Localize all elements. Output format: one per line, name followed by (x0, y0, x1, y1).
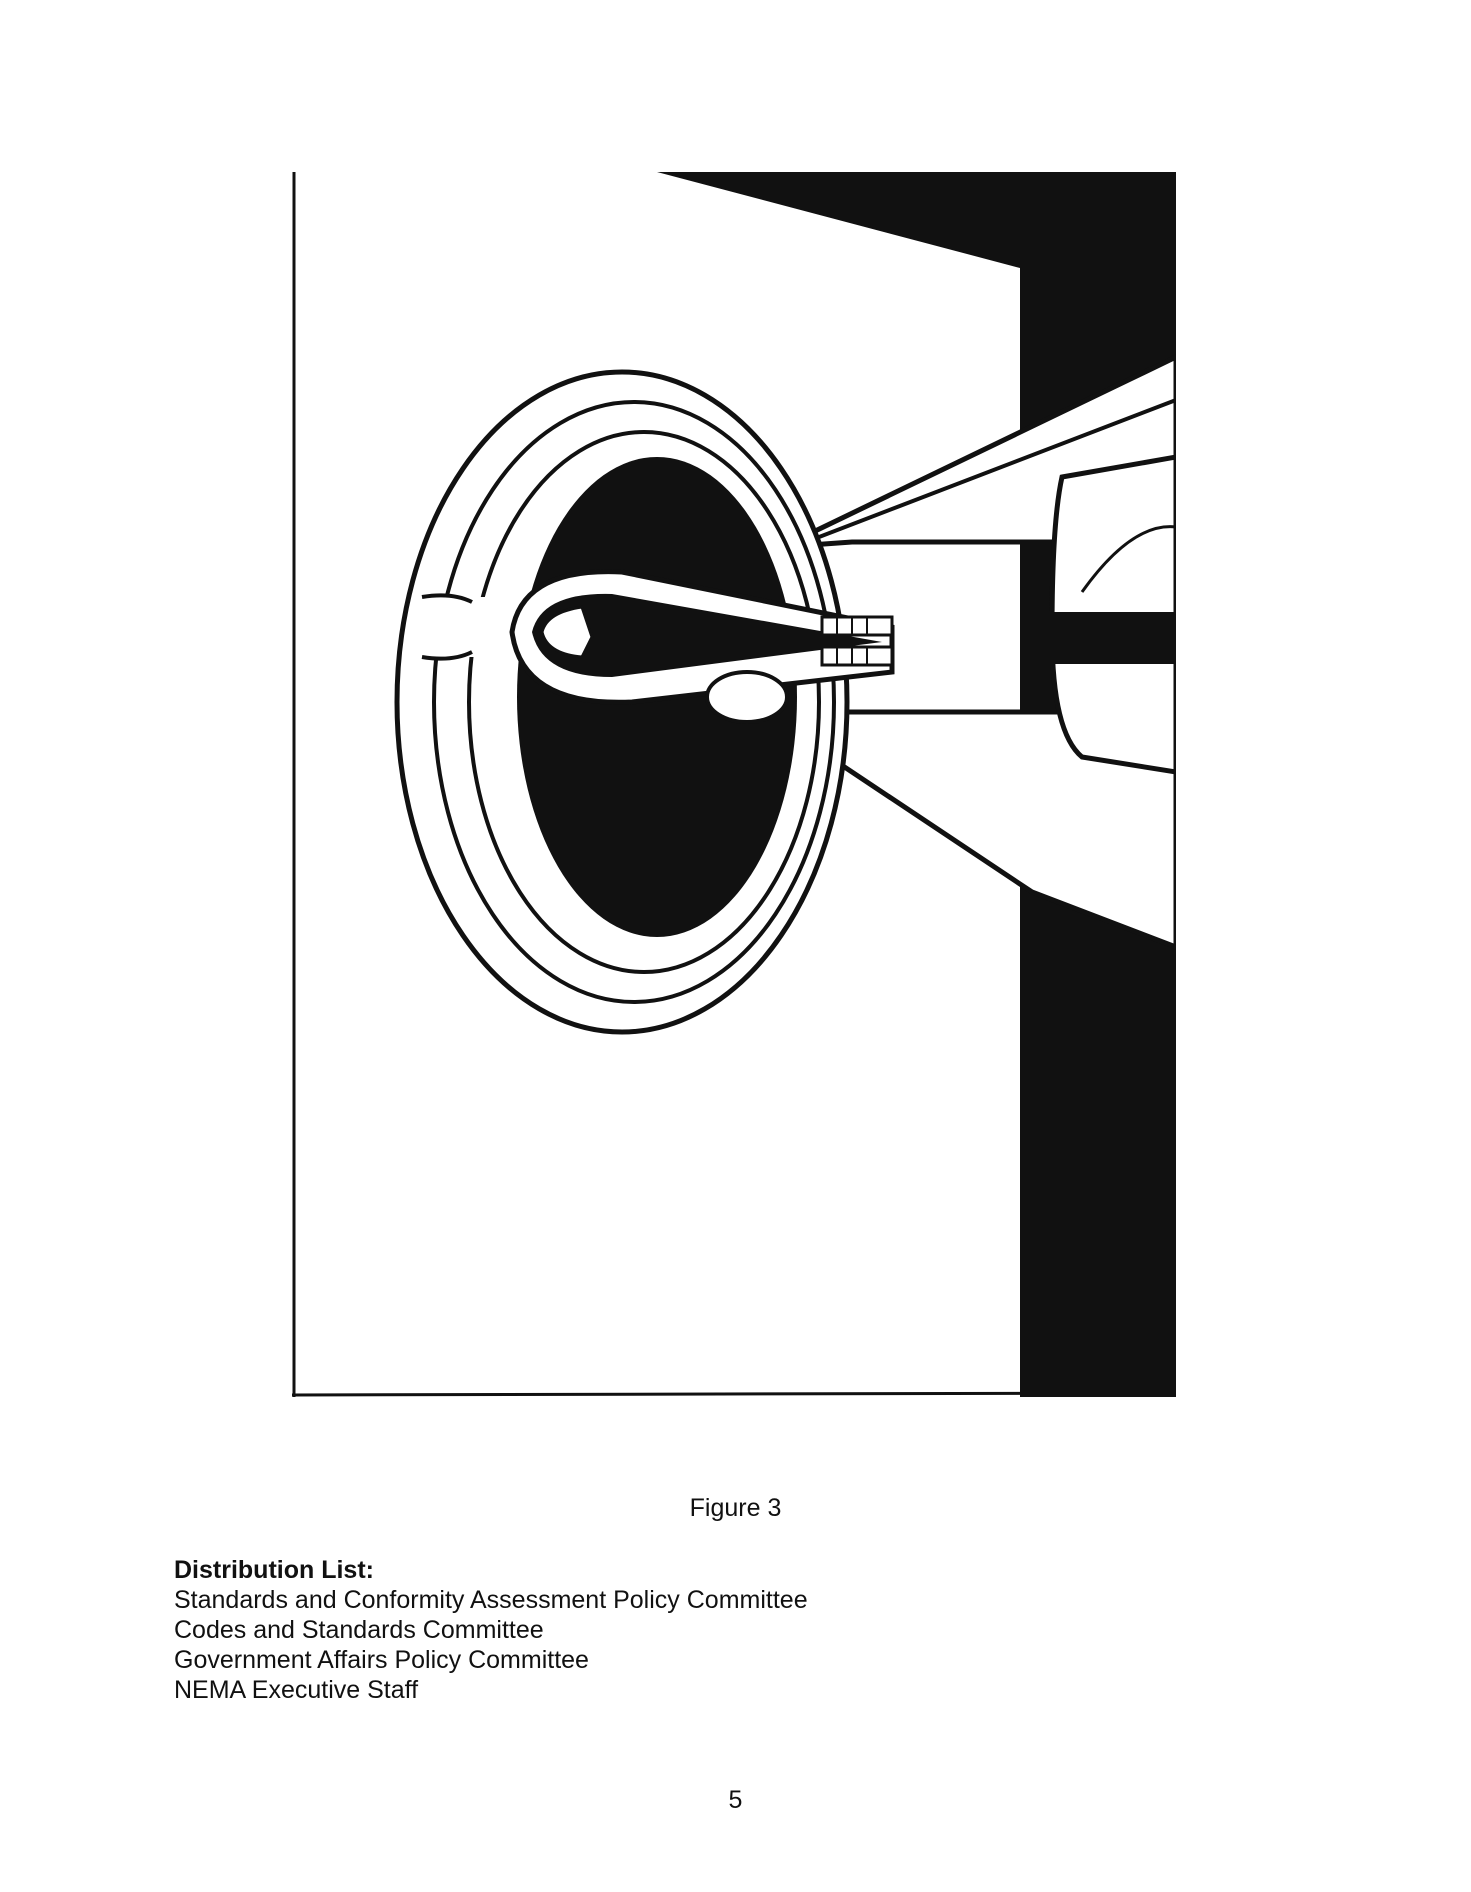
figure-caption: Figure 3 (689, 1494, 782, 1522)
plier-teeth-upper (822, 617, 892, 635)
distribution-section (174, 1555, 1274, 1705)
list-item: Codes and Standards Committee (174, 1616, 544, 1644)
plier-pivot-stripe (1022, 612, 1176, 664)
distribution-heading: Distribution List: (174, 1556, 374, 1584)
page-number: 5 (728, 1786, 743, 1814)
plier-teeth-lower (822, 647, 892, 665)
list-item: Standards and Conformity Assessment Policy Committee (174, 1586, 808, 1614)
figure-illustration (292, 172, 1176, 1397)
distribution-list (174, 1585, 1274, 1705)
knockout-plier-drawing (292, 172, 1176, 1397)
list-item: Government Affairs Policy Committee (174, 1646, 589, 1674)
list-item: NEMA Executive Staff (174, 1676, 419, 1704)
